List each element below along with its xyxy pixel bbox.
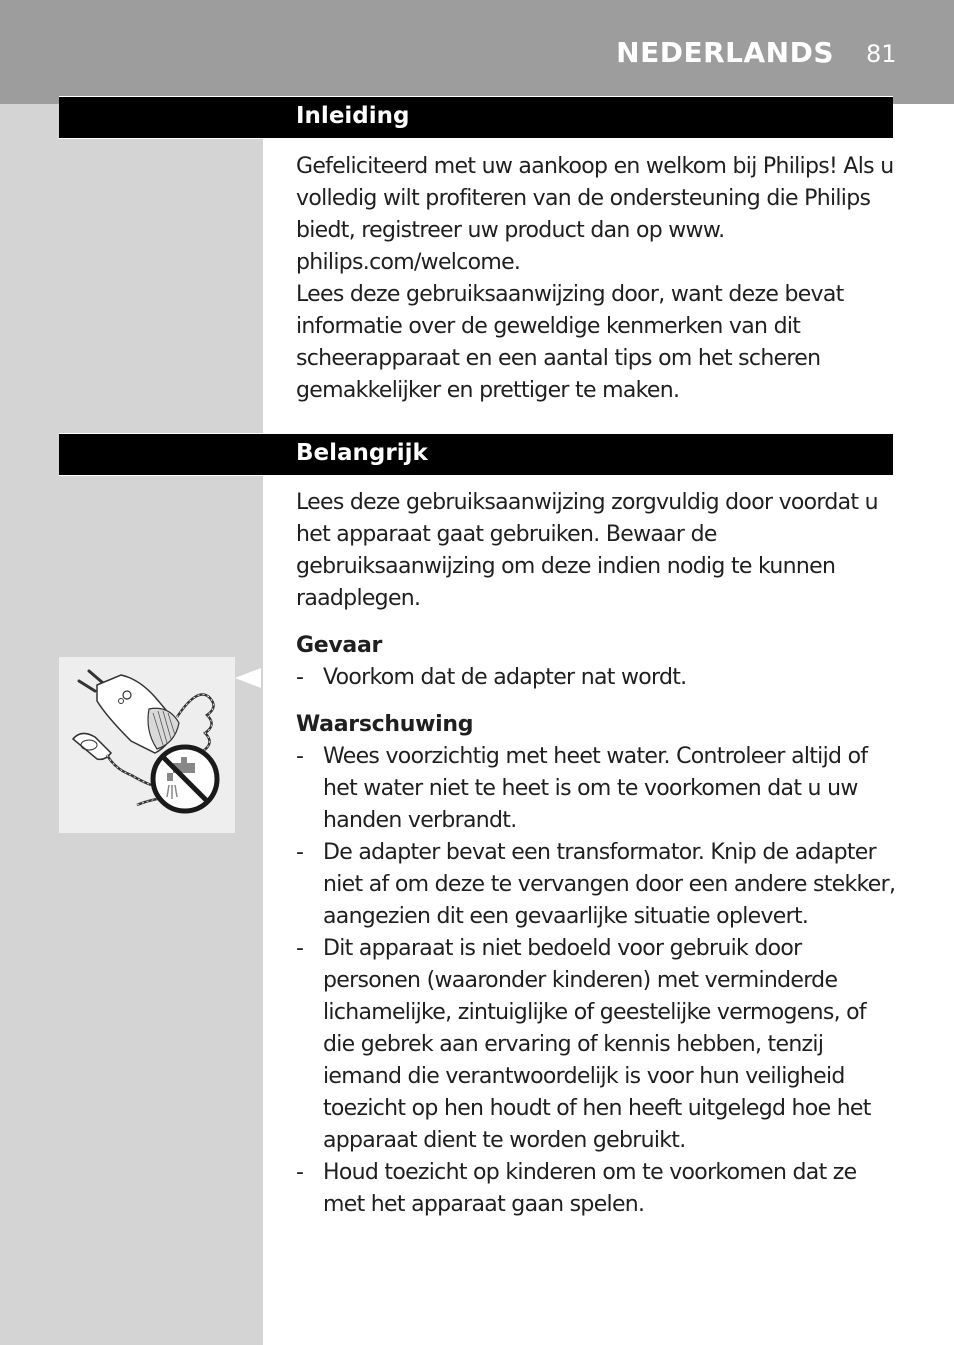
warning-heading: Waarschuwing [296,712,474,737]
warning-list [296,741,896,1221]
intro-body [296,151,896,407]
adapter-illustration [59,657,235,833]
language-title: NEDERLANDS [616,36,834,69]
callout-pointer [235,668,261,688]
warning-item: - Houd toezicht op kinderen om te voorkomen dat ze met het apparaat gaan spelen. [296,1157,896,1221]
important-paragraph: Lees deze gebruiksaanwijzing zorgvuldig door voordat u het apparaat gaat gebruiken. Bewaar de gebruiksaanwijzing om deze indien nodig te kunnen raadplegen. [296,490,878,611]
warning-item: - Wees voorzichtig met heet water. Controleer altijd of het water niet te heet is om te voorkomen dat u uw handen verbrandt. [296,741,896,837]
warning-item: - De adapter bevat een transformator. Knip de adapter niet af om deze te vervangen door een andere stekker, aangezien dit een gevaarlijke situatie oplevert. [296,837,896,933]
danger-heading: Gevaar [296,633,383,658]
page-number: 81 [866,40,897,68]
danger-item: - Voorkom dat de adapter nat wordt. [296,662,896,694]
section-header-intro [59,96,893,139]
section-title-intro: Inleiding [296,103,410,129]
section-title-important: Belangrijk [296,440,428,466]
section-header-important [59,433,893,476]
important-body [296,487,896,1221]
warning-item: - Dit apparaat is niet bedoeld voor gebruik door personen (waaronder kinderen) met verminderde lichamelijke, zintuiglijke of geestelijke vermogens, of die gebrek aan ervaring of kennis hebben, tenzij iemand die verantwoordelijk is voor hun veiligheid toezicht op hen houdt of hen heeft uitgelegd hoe het apparaat dient te worden gebruikt. [296,933,896,1157]
intro-paragraph-1: Gefeliciteerd met uw aankoop en welkom bij Philips! Als u volledig wilt profiteren van de ondersteuning die Philips biedt, registreer uw product dan op www. philips.com/welcome. [296,154,894,275]
adapter-no-water-icon [59,657,235,833]
danger-list [296,662,896,694]
intro-paragraph-2: Lees deze gebruiksaanwijzing door, want deze bevat informatie over de geweldige kenmerken van dit scheerapparaat en een aantal tips om het scheren gemakkelijker en prettiger te maken. [296,282,844,403]
